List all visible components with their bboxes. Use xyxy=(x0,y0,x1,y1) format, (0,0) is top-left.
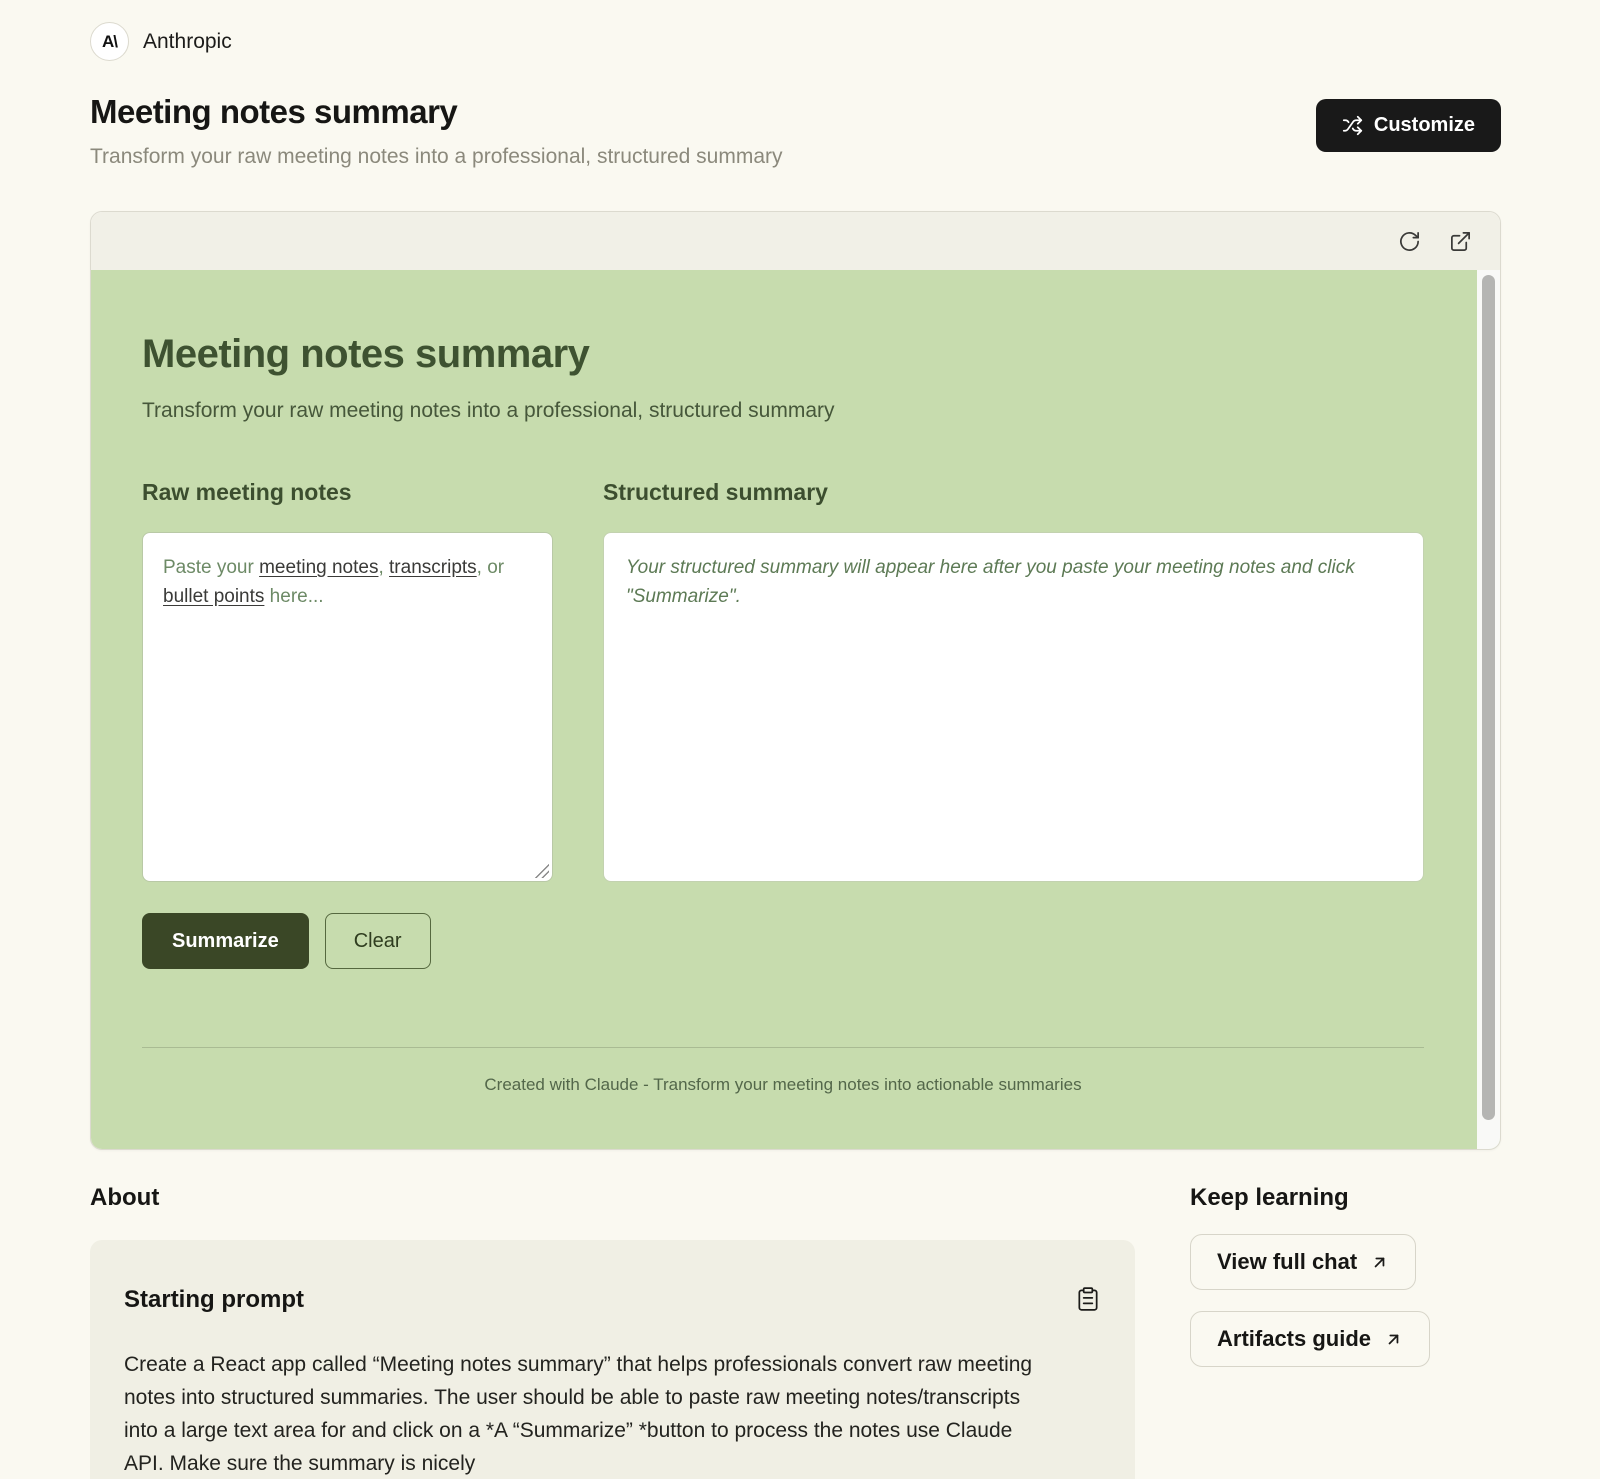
summary-placeholder: Your structured summary will appear here after you paste your meeting notes and click "Summarize". xyxy=(626,557,1355,607)
textarea-resize-handle[interactable] xyxy=(535,864,549,878)
artifacts-guide-label: Artifacts guide xyxy=(1217,1326,1372,1351)
starting-prompt-title: Starting prompt xyxy=(124,1286,304,1313)
view-full-chat-label: View full chat xyxy=(1217,1249,1358,1274)
starting-prompt-body: Create a React app called “Meeting notes summary” that helps professionals convert raw meeting notes into structured summaries. The user should be able to paste raw meeting notes/transcripts into a large text area for and click on a *A “Summarize” *button to process the notes use Claude API. Make sure the summary is nicely xyxy=(124,1353,1033,1475)
summary-label: Structured summary xyxy=(603,479,828,505)
app-footer-divider xyxy=(142,1047,1424,1048)
copy-prompt-button[interactable] xyxy=(1075,1286,1101,1312)
artifacts-guide-button[interactable] xyxy=(1190,1311,1430,1367)
page-title-block xyxy=(90,93,783,169)
page-title: Meeting notes summary xyxy=(90,93,458,130)
customize-button[interactable] xyxy=(1316,99,1501,152)
anthropic-logo-icon: A\ xyxy=(90,22,129,61)
starting-prompt-card xyxy=(90,1240,1135,1479)
summarize-button[interactable]: Summarize xyxy=(142,913,309,969)
clipboard-icon xyxy=(1075,1286,1101,1312)
shuffle-icon xyxy=(1342,115,1363,136)
brand-name: Anthropic xyxy=(143,29,232,53)
customize-button-label: Customize xyxy=(1373,114,1475,136)
app-scrollbar[interactable] xyxy=(1477,270,1500,1150)
app-footer-text: Created with Claude - Transform your meeting notes into actionable summaries xyxy=(484,1075,1082,1094)
artifact-frame xyxy=(90,211,1501,1150)
app-title: Meeting notes summary xyxy=(142,332,590,376)
arrow-up-right-icon xyxy=(1370,1253,1389,1272)
summary-output-panel xyxy=(603,532,1424,882)
artifact-toolbar xyxy=(91,212,1500,270)
about-heading: About xyxy=(90,1184,160,1211)
clear-button[interactable]: Clear xyxy=(325,913,431,969)
app-scrollbar-thumb[interactable] xyxy=(1482,275,1495,1120)
raw-notes-placeholder: Paste your meeting notes, transcripts, or bullet points here... xyxy=(163,557,505,607)
app-subtitle: Transform your raw meeting notes into a professional, structured summary xyxy=(142,399,835,422)
view-full-chat-button[interactable] xyxy=(1190,1234,1416,1290)
raw-notes-label: Raw meeting notes xyxy=(142,479,352,505)
brand-header xyxy=(90,0,1501,61)
page-subtitle: Transform your raw meeting notes into a professional, structured summary xyxy=(90,145,783,168)
open-in-new-button[interactable] xyxy=(1449,230,1472,253)
artifact-app xyxy=(91,270,1500,1150)
open-in-new-icon xyxy=(1449,230,1472,253)
keep-learning-heading: Keep learning xyxy=(1190,1184,1349,1211)
arrow-up-right-icon xyxy=(1384,1330,1403,1349)
raw-notes-textarea[interactable] xyxy=(142,532,553,882)
refresh-button[interactable] xyxy=(1398,230,1421,253)
refresh-icon xyxy=(1398,230,1421,253)
